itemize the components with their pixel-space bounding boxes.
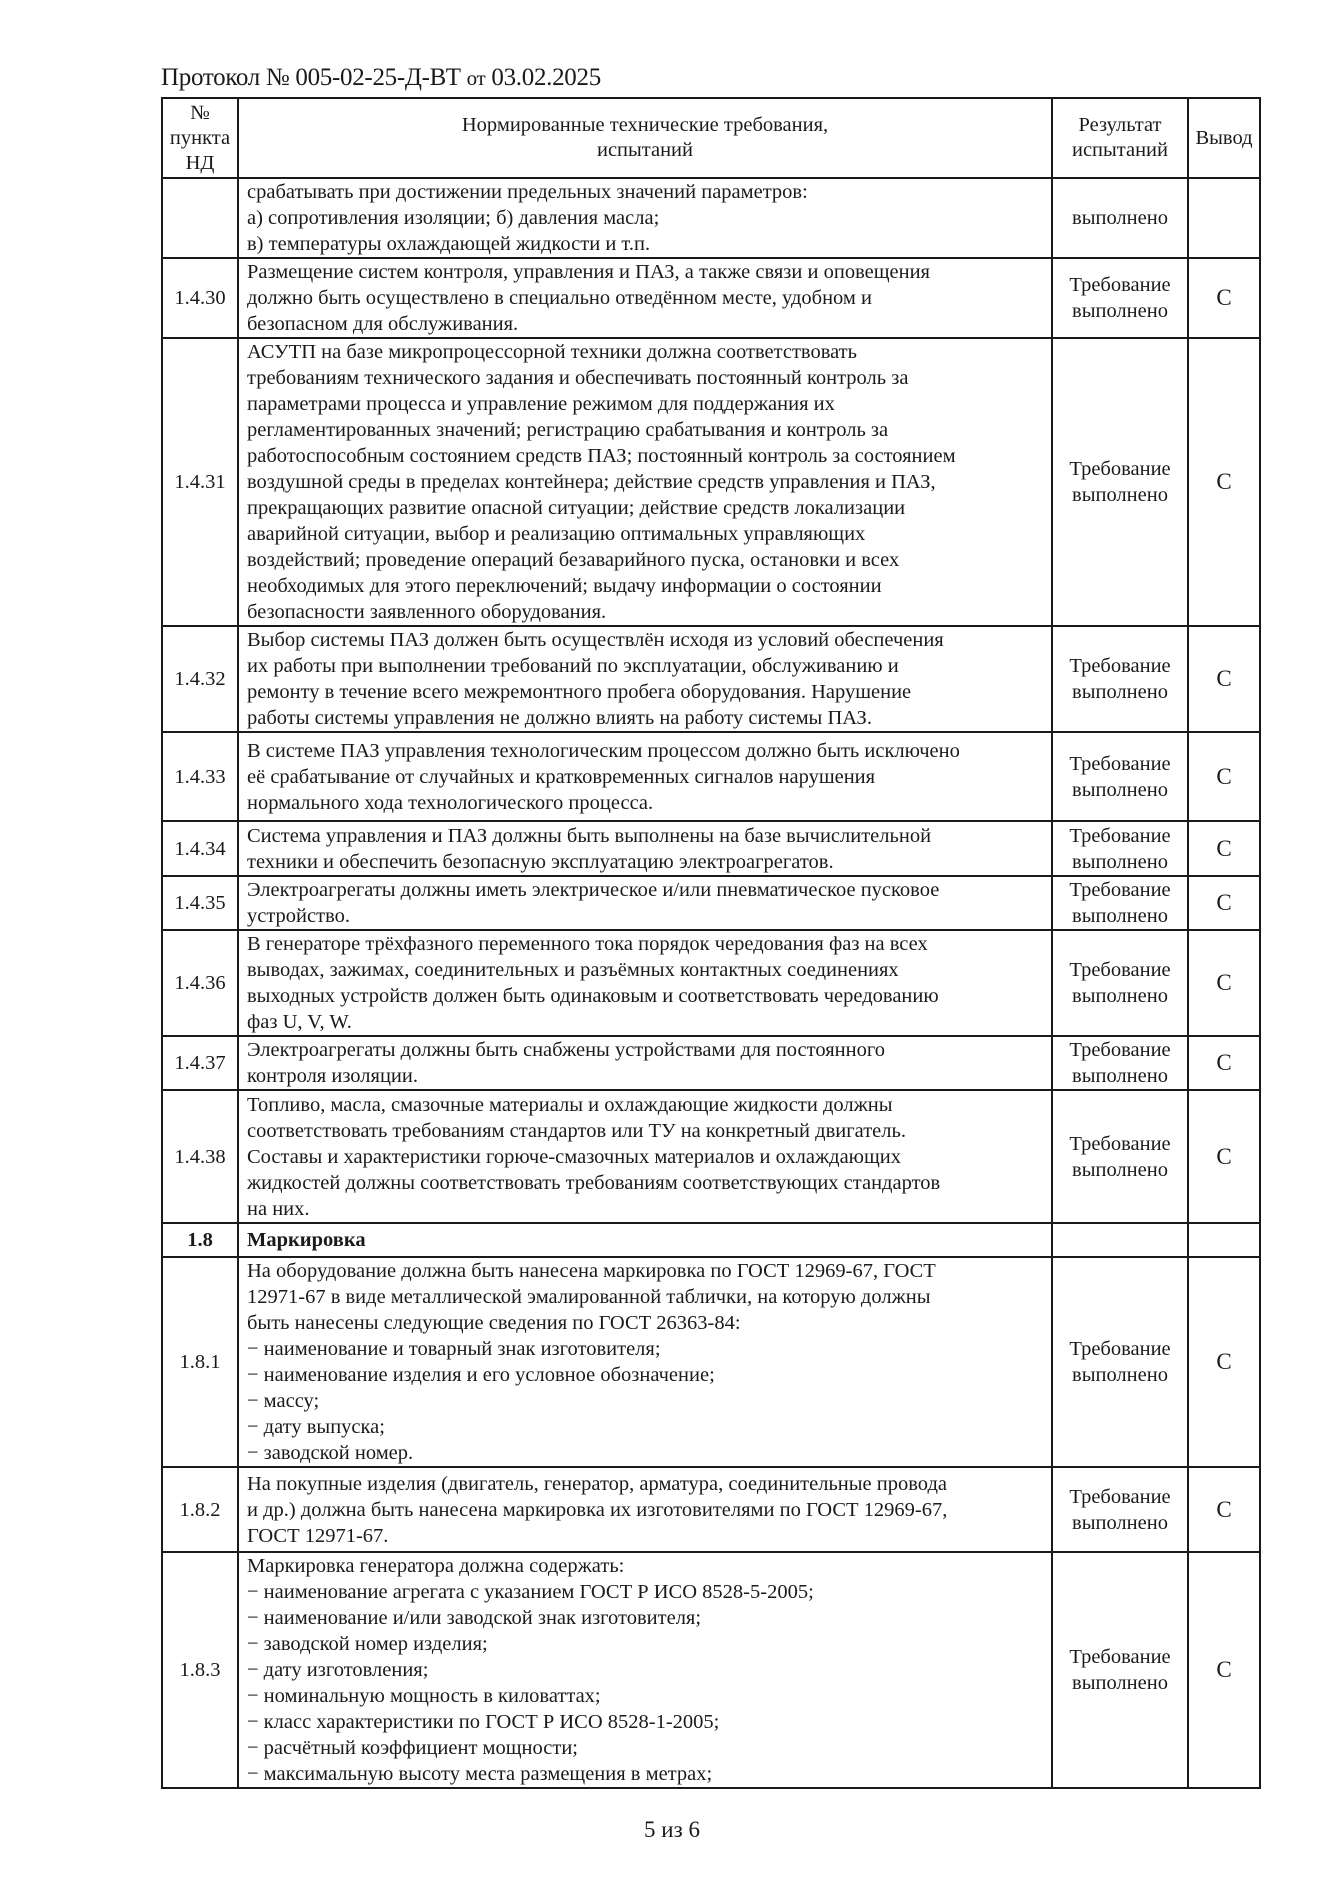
conclusion-mark: С: [1188, 821, 1260, 876]
requirement-line: − заводской номер изделия;: [247, 1633, 488, 1655]
table-row: [162, 876, 1260, 930]
requirement-text: [238, 626, 1052, 732]
requirement-line: − расчётный коэффициент мощности;: [247, 1737, 579, 1759]
result-line: выполнено: [1072, 1065, 1168, 1087]
header-line: испытаний: [596, 139, 694, 161]
section-row: [162, 1223, 1260, 1257]
clause-number: 1.4.31: [162, 338, 238, 626]
test-result: [1052, 1257, 1188, 1467]
requirement-line: в) температуры охлаждающей жидкости и т.п.: [247, 233, 651, 255]
test-result: [1052, 338, 1188, 626]
requirement-line: Маркировка генератора должна содержать:: [247, 1555, 625, 1577]
result-line: выполнено: [1072, 1364, 1168, 1386]
requirement-line: её срабатывание от случайных и кратковременных сигналов нарушения: [247, 765, 876, 788]
conclusion-mark: С: [1188, 626, 1260, 732]
clause-number: 1.4.30: [162, 258, 238, 338]
test-result: [1052, 1223, 1188, 1257]
result-line: Требование: [1069, 1132, 1171, 1155]
result-line: выполнено: [1072, 778, 1168, 801]
column-header-number: [162, 98, 238, 178]
requirement-line: Топливо, масла, смазочные материалы и охлаждающие жидкости должны: [247, 1093, 893, 1116]
result-line: выполнено: [1072, 300, 1168, 322]
result-line: выполнено: [1072, 1511, 1168, 1534]
table-row: [162, 1552, 1260, 1788]
clause-number: 1.4.37: [162, 1036, 238, 1090]
requirement-line: работоспособным состоянием средств ПАЗ; постоянный контроль за состоянием: [247, 445, 956, 467]
result-line: Требование: [1069, 1646, 1171, 1668]
requirement-line: и др.) должна быть нанесена маркировка их изготовителями по ГОСТ 12969-67,: [247, 1498, 948, 1521]
requirement-text: [238, 930, 1052, 1036]
requirement-line: На покупные изделия (двигатель, генератор, арматура, соединительные провода: [247, 1472, 947, 1495]
header-line: испытаний: [1071, 139, 1169, 161]
requirement-line: Размещение систем контроля, управления и ПАЗ, а также связи и оповещения: [247, 261, 930, 283]
requirement-line: нормального хода технологического процесса.: [247, 791, 654, 814]
requirement-line: В генераторе трёхфазного переменного тока порядок чередования фаз на всех: [247, 933, 928, 955]
test-result: [1052, 626, 1188, 732]
result-line: Требование: [1069, 274, 1171, 296]
conclusion-mark: С: [1188, 732, 1260, 821]
result-line: Требование: [1069, 1485, 1171, 1508]
header-line: №: [190, 101, 210, 124]
test-result: [1052, 876, 1188, 930]
column-header-requirements: [238, 98, 1052, 178]
requirement-text: [238, 876, 1052, 930]
table-row: [162, 930, 1260, 1036]
table-row: [162, 1090, 1260, 1223]
table-row: [162, 338, 1260, 626]
table-row: [162, 258, 1260, 338]
test-result: [1052, 821, 1188, 876]
requirement-line: АСУТП на базе микропроцессорной техники должна соответствовать: [247, 341, 857, 363]
requirement-line: ГОСТ 12971-67.: [247, 1524, 389, 1547]
conclusion-mark: С: [1188, 1257, 1260, 1467]
result-line: выполнено: [1072, 681, 1168, 703]
requirement-line: прекращающих развитие опасной ситуации; действие средств локализации: [247, 497, 906, 519]
requirement-line: регламентированных значений; регистрацию срабатывания и контроль за: [247, 419, 889, 441]
header-line: НД: [185, 151, 215, 174]
clause-number: 1.4.32: [162, 626, 238, 732]
requirement-text: [238, 178, 1052, 258]
clause-number: 1.8.3: [162, 1552, 238, 1788]
header-line: Результат: [1078, 114, 1162, 136]
header-line: пункта: [169, 126, 231, 149]
requirement-line: Электроагрегаты должны иметь электрическое и/или пневматическое пусковое: [247, 879, 940, 901]
requirement-text: [238, 1036, 1052, 1090]
requirement-line: а) сопротивления изоляции; б) давления масла;: [247, 207, 660, 229]
requirement-line: − заводской номер.: [247, 1442, 414, 1464]
test-result: [1052, 1090, 1188, 1223]
requirement-line: жидкостей должны соответствовать требованиям соответствующих стандартов: [247, 1171, 941, 1194]
result-line: Требование: [1069, 458, 1171, 480]
result-line: Требование: [1069, 1039, 1171, 1061]
requirement-line: Электроагрегаты должны быть снабжены устройствами для постоянного: [247, 1039, 885, 1061]
requirement-line: ремонту в течение всего межремонтного пробега оборудования. Нарушение: [247, 681, 912, 703]
table-row: [162, 821, 1260, 876]
result-line: Требование: [1069, 959, 1171, 981]
requirement-line: выходных устройств должен быть одинаковым и соответствовать чередованию: [247, 985, 939, 1007]
requirement-line: − наименование и товарный знак изготовителя;: [247, 1338, 661, 1360]
result-line: выполнено: [1072, 484, 1168, 506]
conclusion-mark: С: [1188, 1036, 1260, 1090]
clause-number: 1.4.33: [162, 732, 238, 821]
requirement-line: − наименование изделия и его условное обозначение;: [247, 1364, 715, 1386]
result-line: Требование: [1069, 1338, 1171, 1360]
requirement-line: воздушной среды в пределах контейнера; действие средств управления и ПАЗ,: [247, 471, 936, 493]
requirement-text: [238, 1223, 1052, 1257]
result-line: выполнено: [1072, 985, 1168, 1007]
table-row: [162, 1257, 1260, 1467]
requirement-line: аварийной ситуации, выбор и реализацию оптимальных управляющих: [247, 523, 866, 545]
table-row: [162, 626, 1260, 732]
protocol-date: 03.02.2025: [491, 64, 601, 91]
requirement-line: − наименование и/или заводской знак изготовителя;: [247, 1607, 702, 1629]
result-line: выполнено: [1072, 207, 1168, 229]
requirement-text: [238, 732, 1052, 821]
table-row: [162, 732, 1260, 821]
requirement-line: − номинальную мощность в киловаттах;: [247, 1685, 601, 1707]
clause-number: 1.4.36: [162, 930, 238, 1036]
requirement-line: На оборудование должна быть нанесена маркировка по ГОСТ 12969-67, ГОСТ: [247, 1260, 936, 1282]
date-prefix: от: [466, 66, 486, 90]
requirement-line: − класс характеристики по ГОСТ Р ИСО 8528-1-2005;: [247, 1711, 720, 1733]
conclusion-mark: С: [1188, 1467, 1260, 1552]
requirement-line: необходимых для этого переключений; выдачу информации о состоянии: [247, 575, 882, 597]
conclusion-mark: С: [1188, 876, 1260, 930]
requirement-text: [238, 1552, 1052, 1788]
requirement-line: − наименование агрегата с указанием ГОСТ Р ИСО 8528-5-2005;: [247, 1581, 814, 1603]
clause-number: 1.8.1: [162, 1257, 238, 1467]
page-number: 5 из 6: [644, 1817, 700, 1842]
header-line: Нормированные технические требования,: [461, 114, 829, 136]
result-line: выполнено: [1072, 1672, 1168, 1694]
requirement-text: [238, 338, 1052, 626]
requirement-line: выводах, зажимах, соединительных и разъёмных контактных соединениях: [247, 959, 899, 981]
conclusion-mark: С: [1188, 1090, 1260, 1223]
conclusion-mark: С: [1188, 338, 1260, 626]
requirement-line: воздействий; проведение операций безаварийного пуска, остановки и всех: [247, 549, 900, 571]
requirement-line: срабатывать при достижении предельных значений параметров:: [247, 181, 808, 203]
requirement-text: [238, 1467, 1052, 1552]
requirement-line: Маркировка: [247, 1229, 366, 1251]
requirement-line: устройство.: [247, 905, 351, 927]
result-line: Требование: [1069, 655, 1171, 677]
clause-number: 1.4.38: [162, 1090, 238, 1223]
requirement-line: их работы при выполнении требований по эксплуатации, обслуживанию и: [247, 655, 899, 677]
column-header-result: [1052, 98, 1188, 178]
table-row: [162, 178, 1260, 258]
requirement-line: параметрами процесса и управление режимом для поддержания их: [247, 393, 835, 415]
result-line: выполнено: [1072, 905, 1168, 927]
conclusion-mark: [1188, 178, 1260, 258]
clause-number: 1.8: [162, 1223, 238, 1257]
requirements-table: [161, 97, 1261, 1789]
requirement-line: техники и обеспечить безопасную эксплуатацию электроагрегатов.: [247, 850, 834, 873]
protocol-number: Протокол № 005-02-25-Д-ВТ: [161, 64, 461, 91]
column-header-conclusion: Вывод: [1188, 98, 1260, 178]
clause-number: 1.8.2: [162, 1467, 238, 1552]
requirement-text: [238, 1257, 1052, 1467]
requirement-line: безопасном для обслуживания.: [247, 313, 519, 335]
requirement-line: быть нанесены следующие сведения по ГОСТ 26363-84:: [247, 1312, 741, 1334]
requirement-line: на них.: [247, 1197, 310, 1220]
requirement-line: − массу;: [247, 1390, 320, 1412]
table-header-row: [162, 98, 1260, 178]
requirement-text: [238, 258, 1052, 338]
table-row: [162, 1467, 1260, 1552]
requirement-line: работы системы управления не должно влиять на работу системы ПАЗ.: [247, 707, 872, 729]
requirement-text: [238, 821, 1052, 876]
result-line: Требование: [1069, 752, 1171, 775]
requirement-line: требованиям технического задания и обеспечивать постоянный контроль за: [247, 367, 909, 389]
result-line: Требование: [1069, 824, 1171, 847]
requirement-line: должно быть осуществлено в специально отведённом месте, удобном и: [247, 287, 872, 309]
requirement-line: 12971-67 в виде металлической эмалированной таблички, на которую должны: [247, 1286, 931, 1308]
test-result: [1052, 178, 1188, 258]
requirement-line: В системе ПАЗ управления технологическим процессом должно быть исключено: [247, 739, 960, 762]
document-title: [161, 64, 601, 92]
requirement-line: соответствовать требованиям стандартов или ТУ на конкретный двигатель.: [247, 1119, 906, 1142]
requirement-line: фаз U, V, W.: [247, 1011, 352, 1033]
requirement-line: − дату изготовления;: [247, 1659, 429, 1681]
clause-number: 1.4.34: [162, 821, 238, 876]
requirement-line: Составы и характеристики горюче-смазочных материалов и охлаждающих: [247, 1145, 901, 1168]
conclusion-mark: С: [1188, 258, 1260, 338]
requirement-line: − дату выпуска;: [247, 1416, 385, 1438]
requirement-line: − максимальную высоту места размещения в метрах;: [247, 1763, 713, 1785]
result-line: выполнено: [1072, 850, 1168, 873]
clause-number: 1.4.35: [162, 876, 238, 930]
test-result: [1052, 1467, 1188, 1552]
requirement-text: [238, 1090, 1052, 1223]
requirement-line: Выбор системы ПАЗ должен быть осуществлён исходя из условий обеспечения: [247, 629, 944, 651]
requirement-line: контроля изоляции.: [247, 1065, 418, 1087]
requirement-line: Система управления и ПАЗ должны быть выполнены на базе вычислительной: [247, 824, 932, 847]
test-result: [1052, 1552, 1188, 1788]
result-line: Требование: [1069, 879, 1171, 901]
clause-number: [162, 178, 238, 258]
conclusion-mark: [1188, 1223, 1260, 1257]
test-result: [1052, 258, 1188, 338]
test-result: [1052, 732, 1188, 821]
test-result: [1052, 930, 1188, 1036]
requirement-line: безопасности заявленного оборудования.: [247, 601, 607, 623]
result-line: выполнено: [1072, 1158, 1168, 1181]
table-row: [162, 1036, 1260, 1090]
conclusion-mark: С: [1188, 1552, 1260, 1788]
conclusion-mark: С: [1188, 930, 1260, 1036]
test-result: [1052, 1036, 1188, 1090]
